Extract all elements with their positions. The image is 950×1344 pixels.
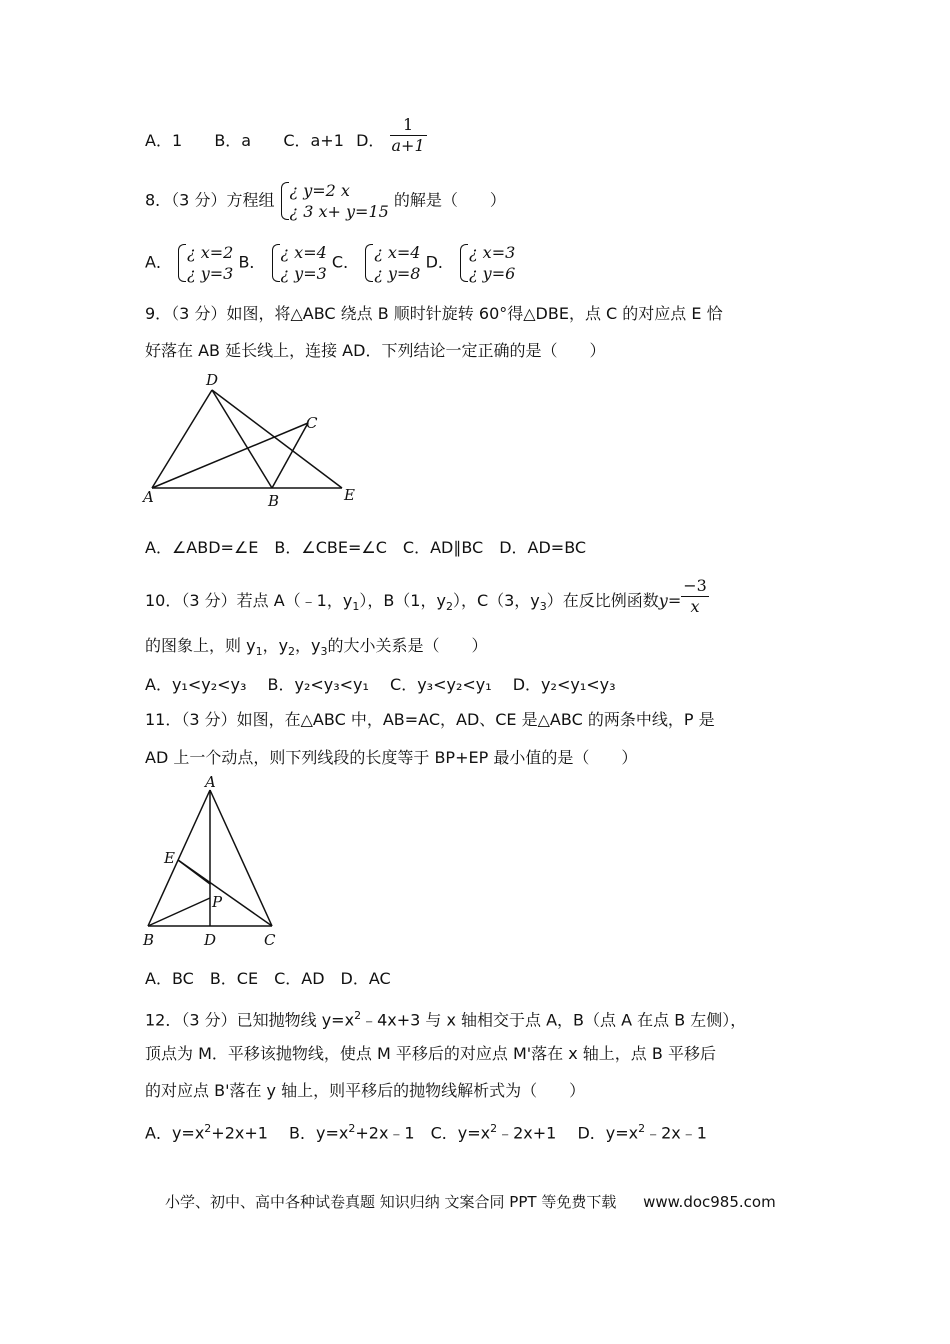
q12-line-3: 的对应点 B'落在 y 轴上，则平移后的抛物线解析式为（ ） xyxy=(145,1081,586,1100)
q11-label-d: D xyxy=(204,931,217,949)
footer-url[interactable]: www.doc985.com xyxy=(643,1193,776,1211)
q7-options xyxy=(145,115,427,156)
q12-option-d: ﹣2x+1 D．y=x xyxy=(497,1123,639,1143)
q9-figure xyxy=(140,368,370,510)
q8-stem xyxy=(145,180,506,222)
q10-sub-3: 3 xyxy=(539,600,547,614)
q9-label-d: D xyxy=(206,371,219,389)
q10-text-d: ）在反比例函数 xyxy=(546,591,659,610)
q12-option-b: +2x+1 B．y=x xyxy=(211,1123,349,1143)
q10-line2-sub-1: 1 xyxy=(255,645,263,659)
q8-option-d-label: D． xyxy=(425,252,454,272)
q8-prefix: 8．（3 分）方程组 xyxy=(145,190,275,210)
q8-equation-system: ¿ y=2 x ¿ 3 x+ y=15 xyxy=(280,180,389,222)
q9-label-e: E xyxy=(344,486,355,504)
q11-figure xyxy=(140,776,285,951)
q10-function-fraction: $\frac{-3}{x}$ xyxy=(683,576,707,616)
q10-sub-2: 2 xyxy=(445,600,453,614)
q12-option-d-rest: ﹣2x﹣1 xyxy=(645,1123,707,1143)
q12-exp-d: 2 xyxy=(638,1122,646,1135)
q10-text-b: ），B（1，y xyxy=(359,591,446,610)
q11-line-2: AD 上一个动点，则下列线段的长度等于 BP+EP 最小值的是（ ） xyxy=(145,748,638,767)
q7-option-a: A．1 xyxy=(145,131,183,150)
q8-suffix: 的解是（ ） xyxy=(393,190,506,210)
q9-label-c: C xyxy=(306,414,318,432)
q10-line-2 xyxy=(145,635,488,663)
q10-line2-a: 的图象上，则 y xyxy=(145,636,256,655)
q12-option-c: +2x﹣1 C．y=x xyxy=(355,1123,491,1143)
q10-text-c: ），C（3，y xyxy=(452,591,540,610)
q9-line-2: 好落在 AB 延长线上，连接 AD．下列结论一定正确的是（ ） xyxy=(145,341,606,360)
q12-options xyxy=(145,1118,707,1144)
q10-line2-sub-2: 2 xyxy=(288,645,296,659)
q9-label-a: A xyxy=(143,488,154,506)
q8-option-b-system: ¿ x=4 ¿ y=3 xyxy=(271,242,327,284)
q8-option-d-system: ¿ x=3 ¿ y=6 xyxy=(459,242,515,284)
q10-sub-1: 1 xyxy=(352,600,360,614)
footer-text: 小学、初中、高中各种试卷真题 知识归纳 文案合同 PPT 等免费下载 xyxy=(165,1193,617,1211)
q7-option-b: B．a xyxy=(214,131,252,150)
q11-label-e: E xyxy=(164,849,175,867)
q9-label-b: B xyxy=(268,492,280,510)
q11-label-p: P xyxy=(212,893,223,911)
q8-option-b-label: B． xyxy=(238,252,266,272)
q12-line-1 xyxy=(145,1005,746,1031)
q11-label-b: B xyxy=(143,931,155,949)
q12-option-a: A．y=x xyxy=(145,1123,205,1143)
q10-text-a: 10．（3 分）若点 A（﹣1，y xyxy=(145,591,353,610)
q9-options: A．∠ABD=∠E B．∠CBE=∠C C．AD∥BC D．AD=BC xyxy=(145,538,587,557)
q12-line1-a: 12．（3 分）已知抛物线 y=x xyxy=(145,1010,355,1030)
q12-line1-b: ﹣4x+3 与 x 轴相交于点 A，B（点 A 在点 B 左侧）， xyxy=(361,1010,747,1030)
q10-line2-d: 的大小关系是（ ） xyxy=(327,636,488,655)
q10-line-1 xyxy=(145,576,709,618)
q11-label-c: C xyxy=(264,931,276,949)
q10-line2-sub-3: 3 xyxy=(320,645,328,659)
q10-line2-c: ，y xyxy=(295,636,321,655)
q10-line2-b: ，y xyxy=(262,636,289,655)
q8-option-c-system: ¿ x=4 ¿ y=8 xyxy=(364,242,420,284)
q7-option-c: C．a+1 xyxy=(283,131,344,150)
q12-exp-c: 2 xyxy=(490,1122,498,1135)
q12-exp-a: 2 xyxy=(204,1122,212,1135)
q11-options: A．BC B．CE C．AD D．AC xyxy=(145,969,391,988)
q12-line-2: 顶点为 M．平移该抛物线，使点 M 平移后的对应点 M'落在 x 轴上，点 B 平移后 xyxy=(145,1044,716,1063)
q12-exp: 2 xyxy=(354,1009,362,1022)
page-footer xyxy=(165,1191,776,1212)
q7-option-d-fraction: $\frac{1}{a+1}$ xyxy=(391,115,425,155)
q11-line-1: 11．（3 分）如图，在△ABC 中，AB=AC，AD、CE 是△ABC 的两条中线，P 是 xyxy=(145,710,715,729)
q9-line-1: 9．（3 分）如图，将△ABC 绕点 B 顺时针旋转 60°得△DBE，点 C 的对应点 E 恰 xyxy=(145,304,723,323)
q10-options: A．y₁<y₂<y₃ B．y₂<y₃<y₁ C．y₃<y₂<y₁ D．y₂<y₁<y₃ xyxy=(145,675,616,694)
q8-option-a-system: ¿ x=2 ¿ y=3 xyxy=(177,242,233,284)
q8-options xyxy=(145,242,515,284)
q8-option-c-label: C． xyxy=(331,252,360,272)
q12-exp-b: 2 xyxy=(348,1122,356,1135)
q8-option-a-label: A． xyxy=(145,252,172,272)
q7-option-d-label: D． xyxy=(356,131,385,150)
q11-label-a: A xyxy=(205,776,216,791)
q10-function-lhs: y= xyxy=(658,591,682,610)
